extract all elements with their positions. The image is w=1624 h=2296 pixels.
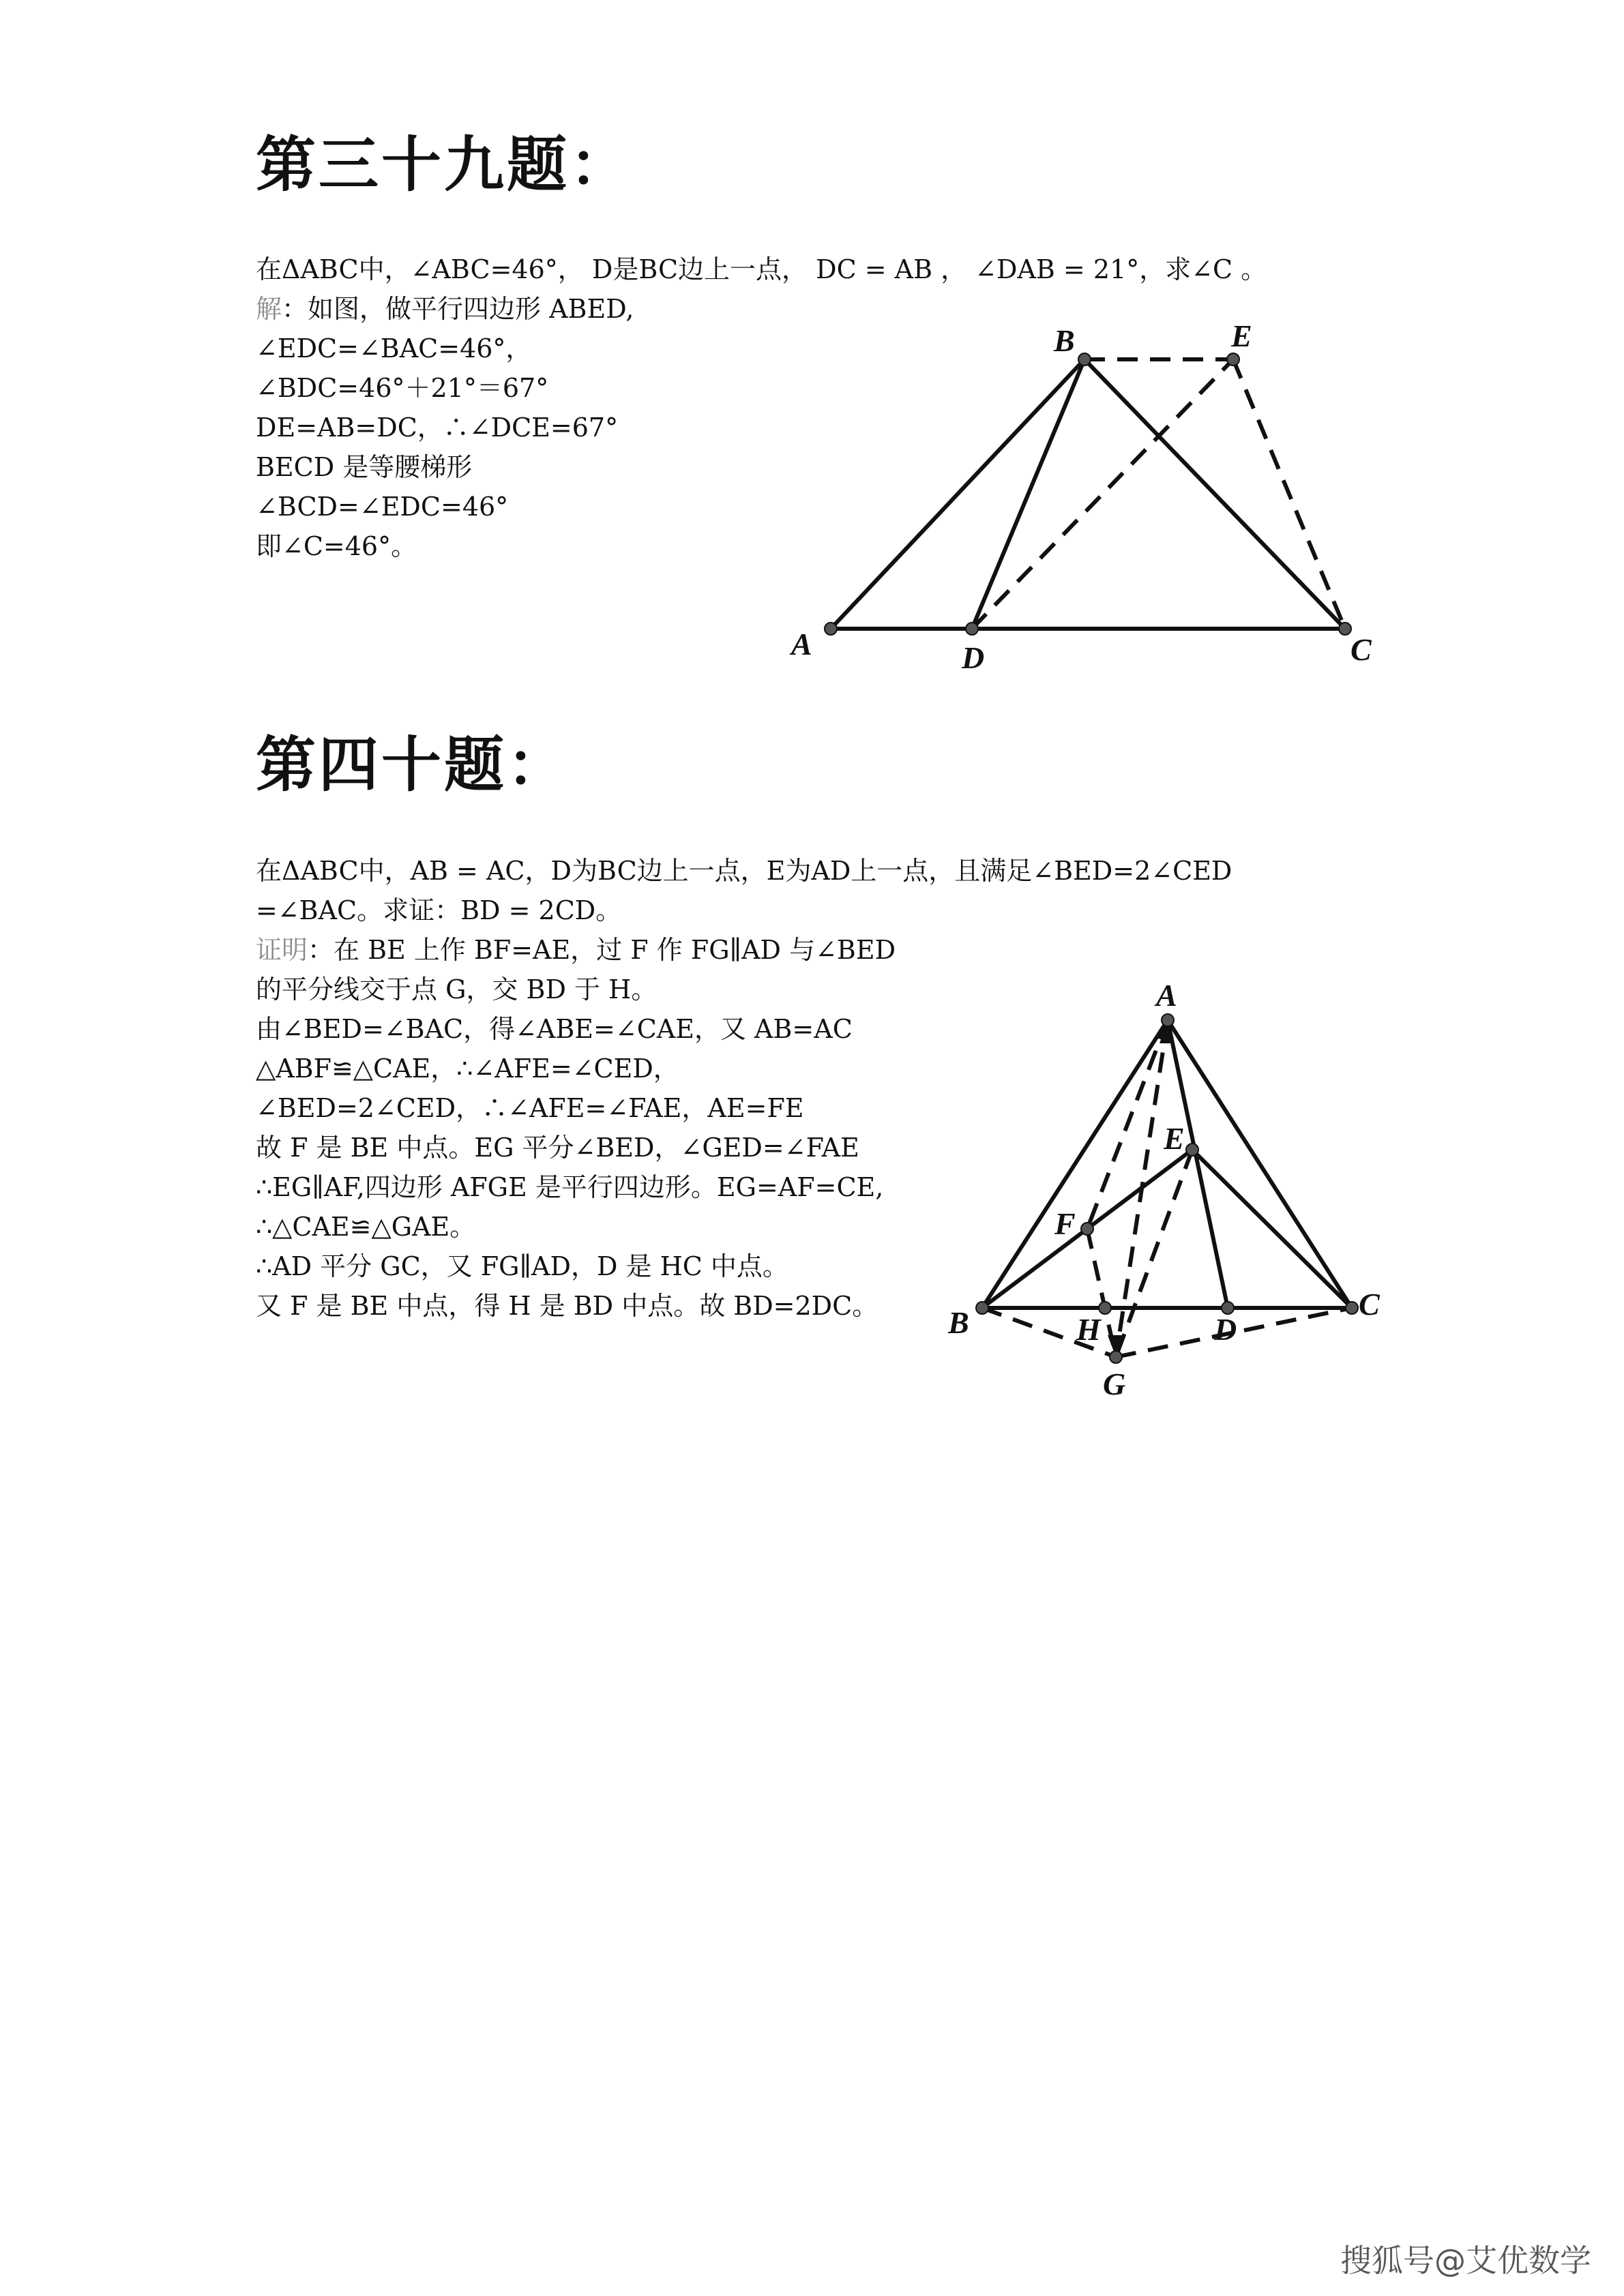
problem40-statement-line: =∠BAC。求证：BD = 2CD。	[256, 895, 622, 925]
segment-AB	[982, 1020, 1168, 1308]
proof-line: △ABF≌△CAE，∴∠AFE=∠CED，	[256, 1054, 679, 1084]
solution-line: ∠EDC=∠BAC=46°，	[256, 333, 532, 363]
point-C	[1346, 1302, 1358, 1314]
point-A	[1162, 1014, 1174, 1026]
problem40-statement-line: 在ΔABC中，AB = AC，D为BC边上一点，E为AD上一点，且满足∠BED=2∠CED	[256, 856, 1232, 886]
proof-line: ∴AD 平分 GC，又 FG∥AD，D 是 HC 中点。	[256, 1251, 788, 1281]
solution-label: 解	[256, 294, 282, 324]
solution-line: 即∠C=46°。	[256, 531, 417, 561]
label-F: F	[1054, 1206, 1076, 1241]
point-E	[1186, 1144, 1198, 1156]
solution-line: ∠BCD=∠EDC=46°	[256, 492, 509, 522]
proof-label: 证明	[256, 935, 308, 965]
problem40-heading: 第四十题：	[256, 730, 570, 800]
label-G: G	[1103, 1367, 1126, 1401]
segment-EC	[1192, 1150, 1352, 1308]
proof-line: ∠BED=2∠CED，∴∠AFE=∠FAE，AE=FE	[256, 1093, 804, 1123]
label-B: B	[1054, 323, 1075, 358]
proof-line: ∴EG∥AF,四边形 AFGE 是平行四边形。EG=AF=CE,	[256, 1172, 884, 1202]
proof-first-text: ：在 BE 上作 BF=AE，过 F 作 FG∥AD 与∠BED	[308, 935, 896, 965]
proof-line: ∴△CAE≌△GAE。	[256, 1212, 476, 1242]
proof-line: 故 F 是 BE 中点。EG 平分∠BED，∠GED=∠FAE	[256, 1133, 859, 1163]
label-B: B	[948, 1305, 969, 1340]
proof-line: 的平分线交于点 G，交 BD 于 H。	[256, 974, 658, 1004]
solution-line: DE=AB=DC，∴∠DCE=67°	[256, 413, 619, 443]
problem39-heading: 第三十九题：	[256, 130, 633, 200]
label-A: A	[791, 627, 812, 661]
label-H: H	[1076, 1312, 1101, 1347]
point-G	[1110, 1351, 1122, 1363]
label-D: D	[1214, 1312, 1237, 1347]
watermark: 搜狐号@艾优数学	[1340, 2242, 1591, 2279]
segment-AC	[1168, 1020, 1352, 1308]
solution-line: BECD 是等腰梯形	[256, 452, 473, 482]
label-C: C	[1359, 1287, 1380, 1322]
label-A: A	[1156, 978, 1177, 1013]
proof-line: 又 F 是 BE 中点，得 H 是 BD 中点。故 BD=2DC。	[256, 1291, 879, 1321]
label-E: E	[1231, 318, 1252, 353]
solution-line: ∠BDC=46°＋21°＝67°	[256, 373, 549, 403]
label-C: C	[1350, 632, 1372, 667]
solution-first-text: ：如图，做平行四边形 ABED,	[282, 294, 634, 324]
label-E: E	[1164, 1121, 1185, 1156]
point-B	[976, 1302, 988, 1314]
proof-line: 由∠BED=∠BAC，得∠ABE=∠CAE，又 AB=AC	[256, 1014, 853, 1044]
point-F	[1081, 1223, 1093, 1235]
label-D: D	[962, 640, 985, 675]
problem39-statement: 在ΔABC中，∠ABC=46°， D是BC边上一点， DC = AB ， ∠DAB = 21°，求∠C 。	[256, 254, 1267, 284]
